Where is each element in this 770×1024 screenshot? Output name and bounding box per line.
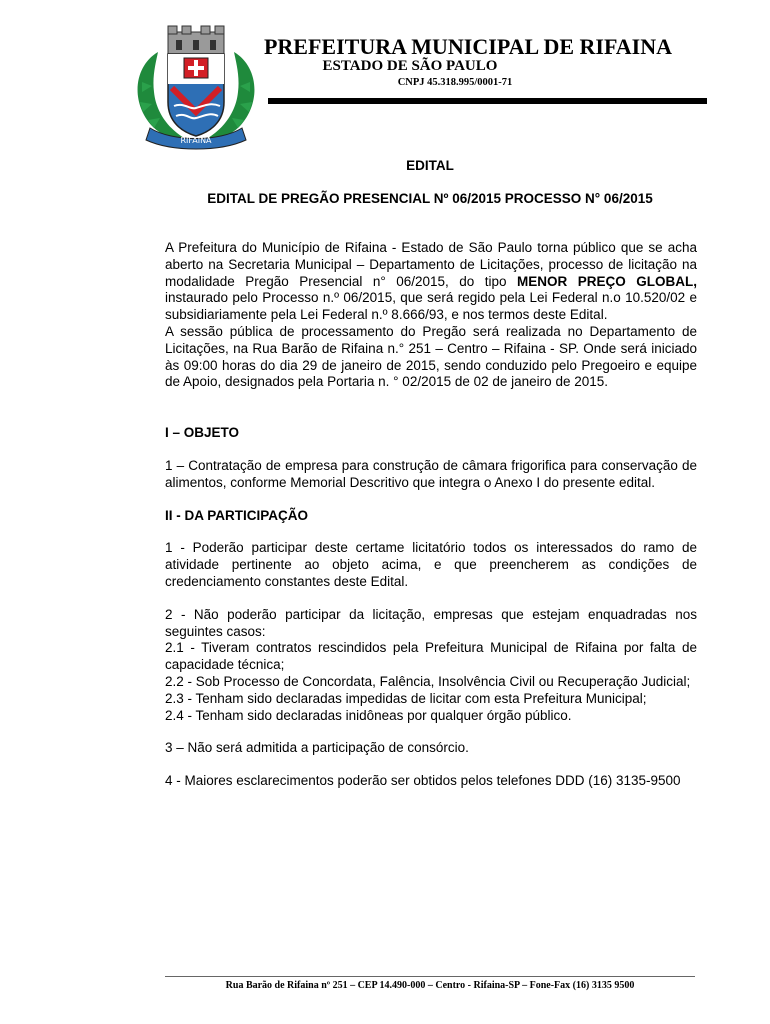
cnpj-number: CNPJ 45.318.995/0001-71	[397, 77, 513, 88]
tipo-bold-term: MENOR PREÇO GLOBAL,	[517, 273, 697, 289]
header-rule	[268, 98, 707, 104]
crest-ribbon-label: RIFAINA	[180, 136, 212, 145]
intro-paragraph-2: A sessão pública de processamento do Pregão será realizada no Departamento de Licitações, na Rua Barão de Rifaina n.° 251 – Centro – Rifaina - SP. Onde será iniciado às 09:00 horas do dia 29 de janeiro de 2015, sendo conduzido pelo Pregoeiro e equipe de Apoio, designados pela Portaria n. ° 02/2015 de 02 de janeiro de 2015.	[165, 323, 697, 390]
participacao-item-2-4: 2.4 - Tenham sido declaradas inidôneas por qualquer órgão público.	[165, 707, 572, 723]
participacao-item-2-1: 2.1 - Tiveram contratos rescindidos pela Prefeitura Municipal de Rifaina por falta de capacidade técnica;	[165, 640, 697, 673]
participacao-item-2: 2 - Não poderão participar da licitação, empresas que estejam enquadradas nos seguintes casos:	[165, 606, 697, 639]
document-body	[165, 240, 697, 790]
document-subtitle: EDITAL DE PREGÃO PRESENCIAL Nº 06/2015 PROCESSO N° 06/2015	[207, 191, 653, 206]
intro-paragraph-1: A Prefeitura do Município de Rifaina - Estado de São Paulo torna público que se acha aberto na Secretaria Municipal – Departamento de Licitações, processo de licitação na modalidade Pregão Presencial n° 06/2015, do tipo MENOR PREÇO GLOBAL, instaurado pelo Processo n.º 06/2015, que será regido pela Lei Federal n.o 10.520/02 e subsidiariamente pela Lei Federal n.º 8.666/93, e nos termos deste Edital.	[165, 240, 697, 323]
section-heading-objeto: I – OBJETO	[165, 425, 240, 441]
footer-address: Rua Barão de Rifaina nº 251 – CEP 14.490-000 – Centro - Rifaina-SP – Fone-Fax (16) 3135 9500	[225, 980, 635, 991]
municipality-title: PREFEITURA MUNICIPAL DE RIFAINA	[263, 34, 673, 59]
objeto-item-1: 1 – Contratação de empresa para construção de câmara frigorifica para conservação de alimentos, conforme Memorial Descritivo que integra o Anexo I do presente edital.	[165, 457, 697, 490]
document-title: EDITAL	[406, 158, 454, 173]
section-heading-participacao: II - DA PARTICIPAÇÃO	[165, 507, 308, 523]
state-name: ESTADO DE SÃO PAULO	[322, 58, 498, 74]
participacao-item-1: 1 - Poderão participar deste certame licitatório todos os interessados do ramo de atividade pertinente ao objeto acima, e que preencherem as condições de credenciamento constantes deste Edital.	[165, 540, 697, 589]
municipal-crest-icon	[128, 22, 264, 150]
participacao-item-2-3: 2.3 - Tenham sido declaradas impedidas de licitar com esta Prefeitura Municipal;	[165, 690, 647, 706]
footer-rule	[165, 976, 695, 977]
participacao-item-3: 3 – Não será admitida a participação de consórcio.	[165, 740, 469, 756]
participacao-item-4: 4 - Maiores esclarecimentos poderão ser obtidos pelos telefones DDD (16) 3135-9500	[165, 773, 681, 789]
participacao-item-2-2: 2.2 - Sob Processo de Concordata, Falência, Insolvência Civil ou Recuperação Judicial;	[165, 673, 691, 689]
